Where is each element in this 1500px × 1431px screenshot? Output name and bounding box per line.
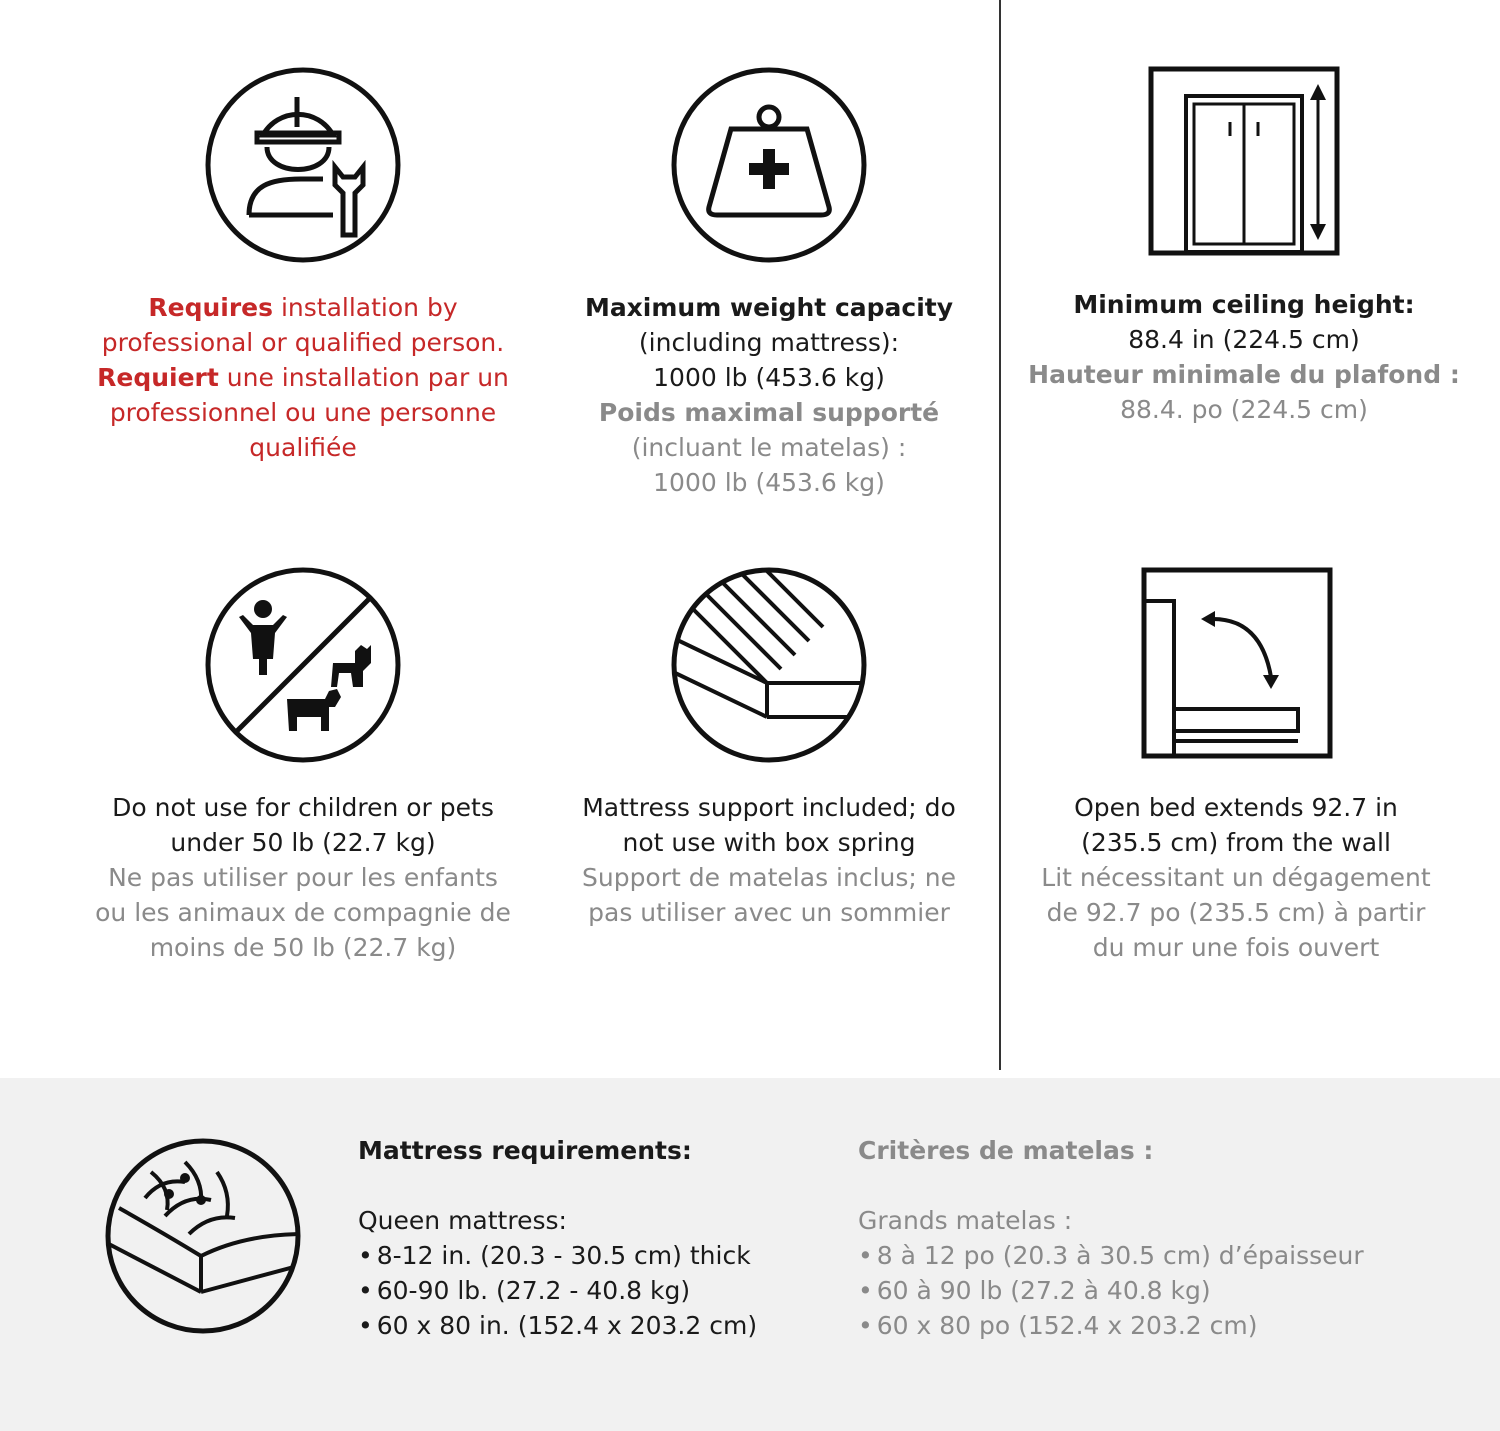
mattress-icon: [105, 1138, 301, 1334]
support-fr-line2: pas utiliser avec un sommier: [588, 898, 950, 927]
weight-icon: [671, 67, 867, 263]
ceiling-height-icon: [1148, 66, 1340, 256]
extends-fr-line3: du mur une fois ouvert: [1092, 933, 1380, 962]
installation-text: [60, 290, 546, 465]
children-fr-line1: Ne pas utiliser pour les enfants: [108, 863, 498, 892]
weight-fr-line3: 1000 lb (453.6 kg): [653, 468, 885, 497]
weight-en-line2: (including mattress):: [638, 328, 900, 357]
mattress-fr-item: • 8 à 12 po (20.3 à 30.5 cm) d’épaisseur: [858, 1238, 1364, 1273]
ceiling-fr-line2: 88.4. po (224.5 cm): [1120, 395, 1368, 424]
installer-icon: [205, 67, 401, 263]
no-children-pets-icon: [205, 567, 401, 763]
open-bed-icon: [1141, 567, 1333, 759]
install-fr-line4: professionnel ou une personne: [109, 398, 497, 427]
mattress-support-icon: [671, 567, 867, 763]
ceiling-fr-title: Hauteur minimale du plafond :: [1028, 360, 1460, 389]
weight-text: [526, 290, 1012, 500]
children-en-line1: Do not use for children or pets: [112, 793, 494, 822]
ceiling-text: [1010, 287, 1478, 427]
mattress-fr-item: • 60 x 80 po (152.4 x 203.2 cm): [858, 1308, 1364, 1343]
support-fr-line1: Support de matelas inclus; ne: [581, 863, 956, 892]
mattress-requirements-en: [358, 1133, 757, 1343]
weight-fr-line2: (incluant le matelas) :: [631, 433, 907, 462]
extends-text: [1010, 790, 1462, 965]
mattress-en-title: Mattress requirements:: [358, 1136, 692, 1165]
children-fr-line3: moins de 50 lb (22.7 kg): [149, 933, 457, 962]
install-en-line2: professional or qualified person.: [101, 328, 505, 357]
children-fr-line2: ou les animaux de compagnie de: [95, 898, 511, 927]
mattress-en-item: • 60 x 80 in. (152.4 x 203.2 cm): [358, 1308, 757, 1343]
extends-en-line2: (235.5 cm) from the wall: [1081, 828, 1391, 857]
mattress-fr-title: Critères de matelas :: [858, 1136, 1154, 1165]
mattress-fr-subtitle: Grands matelas :: [858, 1206, 1073, 1235]
support-en-line1: Mattress support included; do: [582, 793, 956, 822]
mattress-en-item: • 8-12 in. (20.3 - 30.5 cm) thick: [358, 1238, 757, 1273]
support-text: [526, 790, 1012, 930]
weight-fr-title: Poids maximal supporté: [598, 398, 940, 427]
install-bold-en: Requires: [148, 293, 274, 322]
children-text: [60, 790, 546, 965]
support-en-line2: not use with box spring: [622, 828, 916, 857]
mattress-en-item: • 60-90 lb. (27.2 - 40.8 kg): [358, 1273, 757, 1308]
children-en-line2: under 50 lb (22.7 kg): [170, 828, 436, 857]
install-fr-rest: une installation par un: [218, 363, 509, 392]
extends-en-line1: Open bed extends 92.7 in: [1074, 793, 1398, 822]
mattress-fr-item: • 60 à 90 lb (27.2 à 40.8 kg): [858, 1273, 1364, 1308]
install-fr-line5: qualifiée: [249, 433, 357, 462]
install-bold-fr: Requiert: [97, 363, 219, 392]
mattress-requirements-fr: [858, 1133, 1364, 1343]
install-en-rest: installation by: [273, 293, 458, 322]
ceiling-en-title: Minimum ceiling height:: [1073, 290, 1415, 319]
weight-en-line3: 1000 lb (453.6 kg): [653, 363, 885, 392]
weight-en-title: Maximum weight capacity: [584, 293, 954, 322]
mattress-en-subtitle: Queen mattress:: [358, 1206, 567, 1235]
ceiling-en-line2: 88.4 in (224.5 cm): [1128, 325, 1360, 354]
extends-fr-line2: de 92.7 po (235.5 cm) à partir: [1046, 898, 1426, 927]
extends-fr-line1: Lit nécessitant un dégagement: [1041, 863, 1431, 892]
